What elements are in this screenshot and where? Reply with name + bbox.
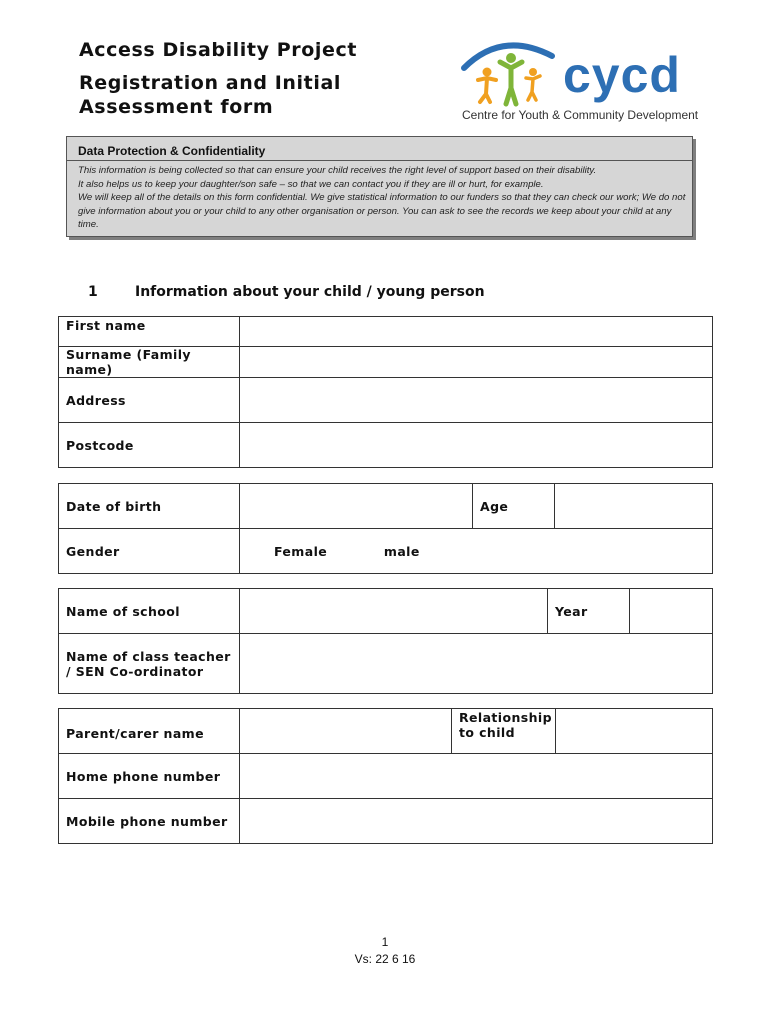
- logo-subtitle: Centre for Youth & Community Development: [462, 108, 699, 122]
- age-field[interactable]: [555, 484, 713, 529]
- teacher-label: Name of class teacher / SEN Co-ordinator: [59, 634, 240, 694]
- section-title: Information about your child / young person: [135, 284, 485, 300]
- birth-gender-table: [58, 483, 713, 574]
- data-protection-line1: This information is being collected so that can ensure your child receives the right level of support based on their disability.: [78, 165, 597, 176]
- dob-field[interactable]: [240, 484, 473, 529]
- home-phone-field[interactable]: [240, 754, 713, 799]
- logo-emblem-icon: [460, 32, 560, 107]
- section-number: 1: [88, 284, 98, 300]
- version-label: Vs: 22 6 16: [354, 952, 416, 966]
- surname-label: Surname (Family name): [59, 347, 240, 378]
- school-table: [58, 588, 713, 694]
- cycd-logo: [460, 32, 705, 124]
- gender-male-option[interactable]: male: [383, 543, 420, 559]
- address-label: Address: [59, 378, 240, 423]
- data-protection-heading: Data Protection & Confidentiality: [78, 144, 266, 158]
- year-label: Year: [548, 589, 630, 634]
- school-label: Name of school: [59, 589, 240, 634]
- age-label: Age: [473, 484, 555, 529]
- form-title-line3: Assessment form: [79, 96, 274, 118]
- first-name-field[interactable]: [240, 317, 713, 347]
- relationship-field[interactable]: [556, 709, 713, 754]
- gender-label: Gender: [59, 529, 240, 574]
- relationship-label: Relationship to child: [452, 709, 556, 754]
- postcode-label: Postcode: [59, 423, 240, 468]
- form-title-line2: Registration and Initial: [79, 72, 342, 94]
- first-name-label: First name: [59, 317, 240, 347]
- year-field[interactable]: [630, 589, 713, 634]
- mobile-phone-label: Mobile phone number: [59, 799, 240, 844]
- postcode-field[interactable]: [240, 423, 713, 468]
- surname-field[interactable]: [240, 347, 713, 378]
- mobile-phone-field[interactable]: [240, 799, 713, 844]
- form-title-line1: Access Disability Project: [79, 39, 358, 61]
- page-number: 1: [381, 935, 389, 949]
- address-field[interactable]: [240, 378, 713, 423]
- data-protection-box: [66, 136, 693, 237]
- data-protection-text: [78, 164, 688, 232]
- parent-field[interactable]: [240, 709, 452, 754]
- data-protection-line3: We will keep all of the details on this form confidential. We give statistical information to our funders so that they can check our work; We do not give information about you or your child to any other organisation or person. You can ask to see the records we keep about your child at any time.: [78, 192, 686, 230]
- dob-label: Date of birth: [59, 484, 240, 529]
- gender-options: [240, 529, 713, 574]
- data-protection-line2: It also helps us to keep your daughter/son safe – so that we can contact you if they are ill or hurt, for example.: [78, 178, 544, 190]
- teacher-field[interactable]: [240, 634, 713, 694]
- gender-female-option[interactable]: Female: [274, 543, 328, 559]
- data-protection-divider: [67, 160, 692, 161]
- child-details-table: [58, 316, 713, 468]
- logo-wordmark: cycd: [563, 47, 681, 103]
- school-field[interactable]: [240, 589, 548, 634]
- parent-table: [58, 708, 713, 844]
- home-phone-label: Home phone number: [59, 754, 240, 799]
- parent-label: Parent/carer name: [59, 709, 240, 754]
